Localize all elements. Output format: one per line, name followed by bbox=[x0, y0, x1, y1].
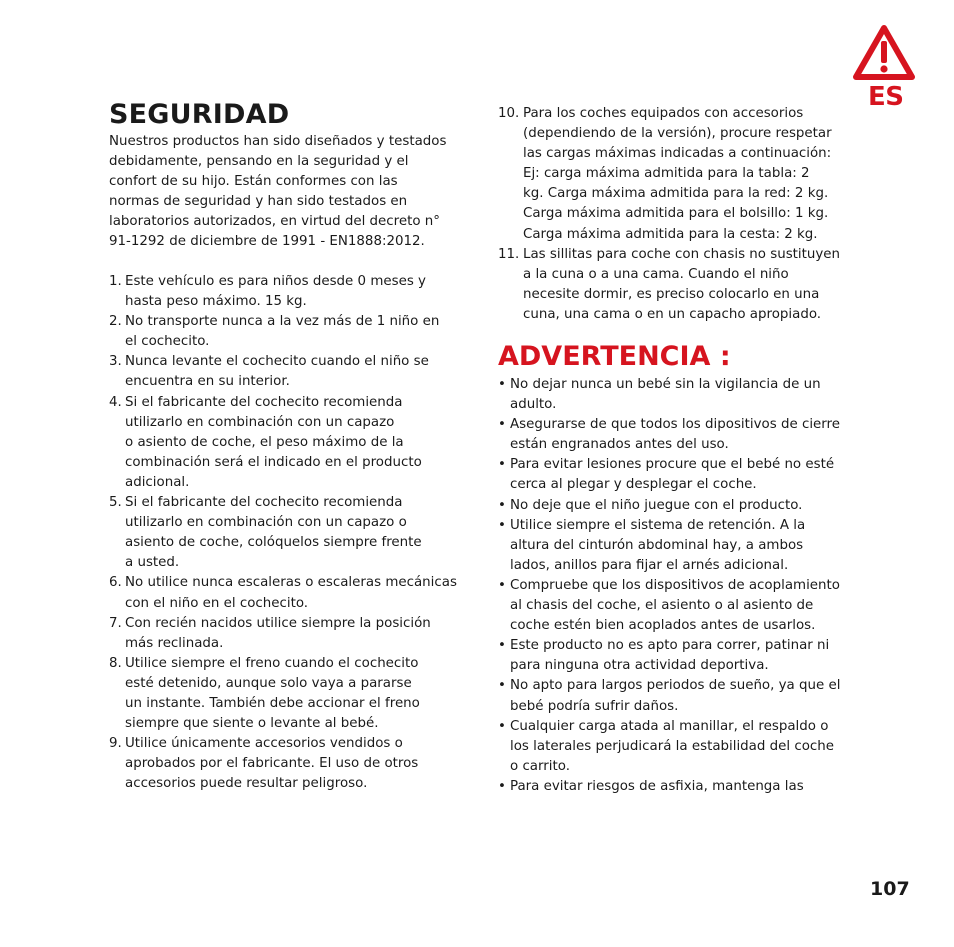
list-item: • Para evitar lesiones procure que el bebé no esté cerca al plegar y desplegar el coche. bbox=[498, 457, 835, 493]
warning-triangle-icon bbox=[852, 24, 916, 82]
list-item: • No dejar nunca un bebé sin la vigilancia de un adulto. bbox=[498, 377, 821, 413]
list-item: • Este producto no es apto para correr, patinar ni para ninguna otra actividad deportiva. bbox=[498, 638, 830, 674]
list-item: 7. Con recién nacidos utilice siempre la posición más reclinada. bbox=[109, 615, 431, 651]
seguridad-intro: Nuestros productos han sido diseñados y testados debidamente, pensando en la seguridad y el confort de su hijo. Están conformes con las normas de seguridad y han sido testados en laboratorios autorizados, en virtud del decreto n° 91-1292 de diciembre de 1991 - EN1888:2012. bbox=[109, 134, 447, 250]
list-item: 2. No transporte nunca a la vez más de 1 niño en el cochecito. bbox=[109, 314, 440, 350]
seguridad-list bbox=[109, 272, 471, 794]
language-label: ES bbox=[868, 82, 904, 112]
list-item: 6. No utilice nunca escaleras o escaleras mecánicas con el niño en el cochecito. bbox=[109, 575, 457, 611]
list-item: 1. Este vehículo es para niños desde 0 meses y hasta peso máximo. 15 kg. bbox=[109, 274, 426, 310]
page-number: 107 bbox=[870, 878, 910, 900]
seguridad-list-continued bbox=[498, 104, 860, 325]
list-item: 8. Utilice siempre el freno cuando el cochecito esté detenido, aunque solo vaya a pararse un instante. También debe accionar el freno siempre que siente o levante al bebé. bbox=[109, 655, 420, 732]
list-item: 10. Para los coches equipados con accesorios (dependiendo de la versión), procure respetar las cargas máximas indicadas a continuación: Ej: carga máxima admitida para la tabla: 2 kg. Carga máxima admitida para la red: 2 kg. Carga máxima admitida para el bolsillo: 1 kg. Carga máxima admitida para la cesta: 2 kg. bbox=[498, 106, 832, 242]
list-item: • No deje que el niño juegue con el producto. bbox=[498, 497, 803, 513]
section-title-advertencia: ADVERTENCIA : bbox=[498, 341, 731, 372]
list-item: 3. Nunca levante el cochecito cuando el niño se encuentra en su interior. bbox=[109, 354, 429, 390]
list-item: • Utilice siempre el sistema de retención. A la altura del cinturón abdominal hay, a ambos lados, anillos para fijar el arnés adicional. bbox=[498, 517, 806, 573]
list-item: • Asegurarse de que todos los dipositivos de cierre están engranados antes del uso. bbox=[498, 417, 841, 453]
list-item: 9. Utilice únicamente accesorios vendidos o aprobados por el fabricante. El uso de otros accesorios puede resultar peligroso. bbox=[109, 736, 419, 792]
section-title-seguridad: SEGURIDAD bbox=[109, 99, 290, 130]
list-item: • Cualquier carga atada al manillar, el respaldo o los laterales perjudicará la estabilidad del coche o carrito. bbox=[498, 718, 835, 774]
list-item: 4. Si el fabricante del cochecito recomienda utilizarlo en combinación con un capazo o asiento de coche, el peso máximo de la combinación será el indicado en el producto adicional. bbox=[109, 394, 422, 490]
list-item: • Compruebe que los dispositivos de acoplamiento al chasis del coche, el asiento o al asiento de coche estén bien acoplados antes de usarlos. bbox=[498, 577, 840, 634]
list-item: • No apto para largos periodos de sueño, ya que el bebé podría sufrir daños. bbox=[498, 678, 841, 714]
list-item: 11. Las sillitas para coche con chasis no sustituyen a la cuna o a una cama. Cuando el niño necesite dormir, es preciso colocarlo en una cuna, una cama o en un capacho apropiado. bbox=[498, 246, 841, 322]
list-item: • Para evitar riesgos de asfixia, mantenga las bbox=[498, 778, 804, 794]
advertencia-list bbox=[498, 375, 860, 797]
list-item: 5. Si el fabricante del cochecito recomienda utilizarlo en combinación con un capazo o asiento de coche, colóquelos siempre frente a usted. bbox=[109, 495, 422, 571]
